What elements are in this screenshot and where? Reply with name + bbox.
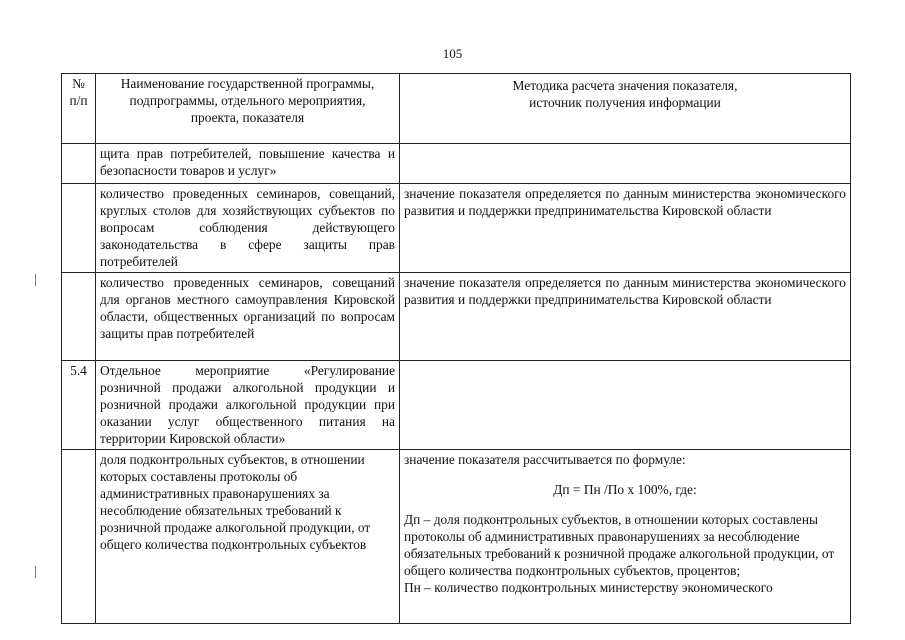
row-name: количество проведенных семинаров, совещаний для органов местного самоуправления Кировской области, общественных организаций по вопросам защиты прав потребителей [96,273,400,361]
row-name: количество проведенных семинаров, совещаний, круглых столов для хозяйствующих субъектов по вопросам соблюдения действующего законодательства в сфере защиты прав потребителей [96,184,400,273]
method-intro: значение показателя рассчитывается по формуле: [404,452,686,467]
table-row [62,144,851,184]
row-method [400,361,851,450]
row-name: щита прав потребителей, повышение качества и безопасности товаров и услуг» [96,144,400,184]
indicator-table [61,73,851,624]
formula: Дп = Пн /По х 100%, где: [553,482,697,497]
row-method-formula [400,450,851,624]
margin-mark-lower [35,566,36,578]
row-num [62,450,96,624]
row-num: 5.4 [62,361,96,450]
row-name: доля подконтрольных субъектов, в отношении которых составлены протоколы об административных правонарушениях за несоблюдение обязательных требований к розничной продаже алкогольной продукции, от общего количества подконтрольных субъектов [96,450,400,624]
row-method: значение показателя определяется по данным министерства экономического развития и поддержки предпринимательства Кировской области [400,184,851,273]
table-row [62,450,851,624]
row-num [62,273,96,361]
row-num [62,184,96,273]
header-name: Наименование государственной программы, подпрограммы, отдельного мероприятия, проекта, показателя [96,74,400,144]
row-method: значение показателя определяется по данным министерства экономического развития и поддержки предпринимательства Кировской области [400,273,851,361]
header-num: № п/п [62,74,96,144]
row-method [400,144,851,184]
table-row [62,273,851,361]
page-number: 105 [442,46,463,61]
definition-dp: Дп – доля подконтрольных субъектов, в отношении которых составлены протоколы об административных правонарушениях за несоблюдение обязательных требований к розничной продаже алкогольной продукции, от общего количества подконтрольных субъектов, процентов; [404,512,835,578]
definition-pn: Пн – количество подконтрольных министерству экономического [404,580,773,595]
header-method: Методика расчета значения показателя, источник получения информации [400,74,851,144]
table-row [62,184,851,273]
row-name: Отдельное мероприятие «Регулирование розничной продажи алкогольной продукции и розничной продажи алкогольной продукции при оказании услуг общественного питания на территории Кировской области» [96,361,400,450]
margin-mark-upper [35,274,36,286]
table-header-row [62,74,851,144]
row-num [62,144,96,184]
table-row [62,361,851,450]
